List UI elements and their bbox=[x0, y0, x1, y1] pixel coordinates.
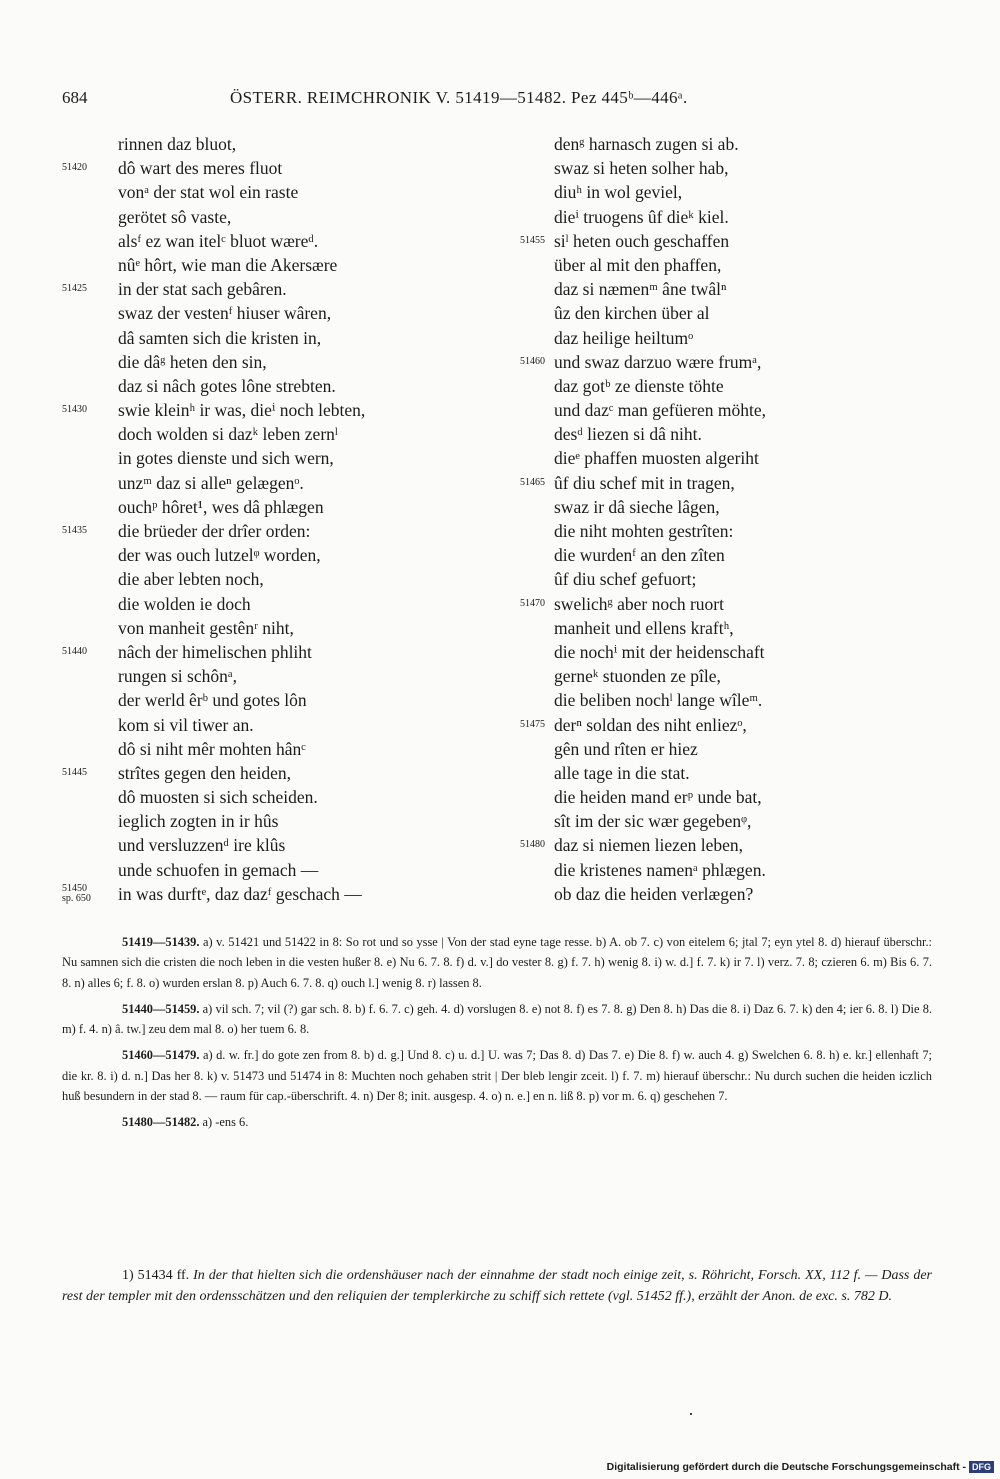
apparatus-entry bbox=[62, 999, 932, 1040]
verse-text: unde schuofen in gemach — bbox=[118, 859, 319, 880]
verse-text: ouchᵖ hôret¹, wes dâ phlægen bbox=[118, 496, 324, 517]
apparatus-range: 51480—51482. bbox=[122, 1115, 200, 1130]
verse-text: alsᶠ ez wan itelᶜ bluot wæreᵈ. bbox=[118, 230, 319, 251]
verse-line bbox=[520, 543, 940, 567]
verse-text: dâ samten sich die kristen in, bbox=[118, 327, 322, 348]
verse-line bbox=[62, 809, 482, 833]
apparatus-text: a) vil sch. 7; vil (?) gar sch. 8. b) f. 6. 7. c) geh. 4. d) vorslugen 8. e) not 8. f) es 7. 8. g) Den 8. h) Das die 8. i) Daz 6. 7. k) den 4; ier 6. 8. l) Die 8. m) f. 4. n) â. tw.] zeu dem mal 8. o) her tuem 6. 8. bbox=[62, 1001, 932, 1037]
verse-text: rungen si schônᵃ, bbox=[118, 666, 238, 687]
verse-line bbox=[520, 446, 940, 470]
apparatus-text: a) v. 51421 und 51422 in 8: So rot und so ysse | Von der stad eyne tage resse. b) A. ob 7. c) von eitelem 6; jtal 7; eyn ytel 8. d) hierauf überschr.: Nu samnen sich die cristen die noch leben in die vesten hußer 8. e) Nu 6. 7. 8. f) d. v.] do vester 8. g) f. 7. h) wenig 8. i) w. d.] f. 7. k) ir 7. l) verz. 7. 8; czieren 6. m) Bis 6. 7. 8. n) alles 6; f. 8. o) wurden erslan 8. p) Auch 6. 7. 8. q) ouch l.] wenig 8. r) lassen 8. bbox=[62, 935, 932, 990]
verse-text: die beliben nochˡ lange wîleᵐ. bbox=[554, 690, 763, 711]
verse-text: in der stat sach gebâren. bbox=[118, 279, 287, 300]
verse-text: der werld êrᵇ und gotes lôn bbox=[118, 690, 307, 711]
verse-line bbox=[520, 253, 940, 277]
verse-text: siˡ heten ouch geschaffen bbox=[554, 230, 730, 251]
verse-text: swie kleinʰ ir was, dieⁱ noch lebten, bbox=[118, 400, 366, 421]
footnote-text: In der that hielten sich die ordenshäuser nach der einnahme der stadt noch einige zeit, s. Röhricht, Forsch. XX, 112 f. — Dass der rest der templer mit den ordensschätzen und den reliquien der templerkirche zu schiff sich rettete (vgl. 51452 ff.), erzählt der Anon. de exc. s. 782 D. bbox=[62, 1268, 932, 1304]
verse-text: nûᵉ hôrt, wie man die Akersære bbox=[118, 254, 338, 275]
verse-line bbox=[520, 398, 940, 422]
verse-line bbox=[520, 858, 940, 882]
verse-text: gerötet sô vaste, bbox=[118, 206, 232, 227]
line-number: 51430 bbox=[62, 404, 87, 416]
verse-text: und swaz darzuo wære frumᵃ, bbox=[554, 351, 762, 372]
verse-text: dieⁱ truogens ûf dieᵏ kiel. bbox=[554, 206, 729, 227]
verse-text: dô muosten si sich scheiden. bbox=[118, 787, 318, 808]
verse-line bbox=[520, 156, 940, 180]
verse-text: nâch der himelischen phliht bbox=[118, 641, 312, 662]
verse-line bbox=[520, 519, 940, 543]
verse-line bbox=[520, 737, 940, 761]
verse-line bbox=[62, 833, 482, 857]
verse-text: die heiden mand erᵖ unde bat, bbox=[554, 787, 762, 808]
verse-line bbox=[62, 713, 482, 737]
left-verse-column bbox=[62, 132, 482, 906]
verse-line bbox=[62, 398, 482, 422]
verse-text: rinnen daz bluot, bbox=[118, 134, 237, 154]
verse-text: desᵈ liezen si dâ niht. bbox=[554, 424, 702, 445]
dfg-logo: DFG bbox=[969, 1461, 994, 1473]
verse-line bbox=[520, 205, 940, 229]
verse-line bbox=[520, 374, 940, 398]
verse-line bbox=[520, 688, 940, 712]
verse-line bbox=[62, 229, 482, 253]
verse-text: swaz der vestenᶠ hiuser wâren, bbox=[118, 303, 332, 324]
verse-line bbox=[520, 809, 940, 833]
verse-line bbox=[62, 446, 482, 470]
verse-text: ûf diu schef mit in tragen, bbox=[554, 472, 735, 493]
verse-line bbox=[520, 495, 940, 519]
verse-line bbox=[62, 495, 482, 519]
line-number: 51425 bbox=[62, 283, 87, 295]
verse-line bbox=[62, 737, 482, 761]
verse-text: in was durftᵉ, daz dazᶠ geschach — bbox=[118, 883, 362, 904]
verse-line bbox=[62, 301, 482, 325]
verse-line bbox=[62, 567, 482, 591]
verse-text: swaz si heten solher hab, bbox=[554, 158, 729, 179]
line-number: 51450 sp. 650 bbox=[62, 882, 91, 904]
footnotes bbox=[62, 1266, 932, 1307]
verse-line bbox=[62, 471, 482, 495]
verse-text: vonᵃ der stat wol ein raste bbox=[118, 182, 299, 203]
verse-line bbox=[520, 592, 940, 616]
verse-text: manheit und ellens kraftʰ, bbox=[554, 617, 734, 638]
apparatus-text: a) -ens 6. bbox=[199, 1115, 249, 1130]
verse-text: die brüeder der drîer orden: bbox=[118, 521, 311, 541]
verse-text: daz si næmenᵐ âne twâlⁿ bbox=[554, 279, 727, 300]
apparatus-range: 51440—51459. bbox=[122, 1001, 200, 1016]
apparatus-entry bbox=[62, 1045, 932, 1106]
line-number: 51475 bbox=[520, 718, 545, 730]
line-number: 51470 bbox=[520, 597, 545, 609]
critical-apparatus bbox=[62, 932, 932, 1139]
apparatus-entry bbox=[62, 932, 932, 993]
verse-line bbox=[62, 132, 482, 156]
verse-line bbox=[520, 567, 940, 591]
verse-line bbox=[520, 761, 940, 785]
apparatus-text: a) d. w. fr.] do gote zen from 8. b) d. g.] Und 8. c) u. d.] U. was 7; Das 8. d) Das 7. e) Die 8. f) w. auch 4. g) Swelchen 6. 8. h) e. kr.] ellenhaft 7; die kr. 8. i) d. n.] Das her 8. k) v. 51473 und 51474 in 8: Muchten noch gehaben strit | Der bleb lengir zceit. l) f. 7. m) hierauf überschr.: Nu durch suchen die heiden iczlich huß besundern in der stad 8. — raum für cap.-überschrift. 4. n) Der 8; init. ausgesp. 4. o) n. e.] en n. liß 8. p) vor m. 6. q) geschehen 7. bbox=[62, 1048, 932, 1104]
verse-text: derⁿ soldan des niht enliezᵒ, bbox=[554, 714, 747, 735]
line-number: 51460 bbox=[520, 355, 545, 367]
verse-line bbox=[62, 592, 482, 616]
verse-text: die wolden ie doch bbox=[118, 593, 251, 614]
verse-line bbox=[520, 833, 940, 857]
verse-text: und versluzzenᵈ ire klûs bbox=[118, 835, 286, 856]
line-number: 51440 bbox=[62, 645, 87, 657]
verse-line bbox=[62, 640, 482, 664]
verse-line bbox=[62, 422, 482, 446]
verse-text: swaz ir dâ sieche lâgen, bbox=[554, 496, 720, 517]
verse-line bbox=[62, 277, 482, 301]
page-header bbox=[62, 88, 942, 114]
verse-line bbox=[62, 205, 482, 229]
line-number: 51445 bbox=[62, 766, 87, 778]
apparatus-range: 51460—51479. bbox=[122, 1048, 200, 1063]
verse-line bbox=[520, 640, 940, 664]
verse-text: über al mit den phaffen, bbox=[554, 254, 722, 275]
verse-line bbox=[62, 616, 482, 640]
verse-text: die dâᵍ heten den sin, bbox=[118, 351, 267, 372]
verse-line bbox=[520, 277, 940, 301]
line-number: 51455 bbox=[520, 234, 545, 246]
verse-line bbox=[62, 761, 482, 785]
print-speck bbox=[690, 1413, 692, 1415]
verse-text: daz gotᵇ ze dienste töhte bbox=[554, 375, 724, 396]
verse-text: dô si niht mêr mohten hânᶜ bbox=[118, 738, 306, 759]
footer-text: Digitalisierung gefördert durch die Deutsche Forschungsgemeinschaft - bbox=[606, 1461, 966, 1473]
verse-line bbox=[520, 326, 940, 350]
verse-text: die wurdenᶠ an den zîten bbox=[554, 545, 725, 566]
verse-text: alle tage in die stat. bbox=[554, 762, 690, 783]
verse-line bbox=[62, 156, 482, 180]
line-number: 51465 bbox=[520, 476, 545, 488]
verse-text: ob daz die heiden verlægen? bbox=[554, 883, 754, 904]
verse-line bbox=[62, 688, 482, 712]
verse-line bbox=[520, 471, 940, 495]
verse-line bbox=[520, 713, 940, 737]
verse-line bbox=[62, 664, 482, 688]
verse-line bbox=[62, 180, 482, 204]
verse-text: die niht mohten gestrîten: bbox=[554, 521, 734, 541]
page-number: 684 bbox=[62, 88, 88, 107]
verse-line bbox=[520, 180, 940, 204]
verse-text: strîtes gegen den heiden, bbox=[118, 762, 292, 783]
dfg-footer bbox=[607, 1461, 994, 1473]
verse-text: dô wart des meres fluot bbox=[118, 158, 283, 179]
verse-text: daz si niemen liezen leben, bbox=[554, 835, 744, 856]
verse-line bbox=[62, 543, 482, 567]
verse-text: die nochⁱ mit der heidenschaft bbox=[554, 641, 765, 662]
verse-text: diuʰ in wol geviel, bbox=[554, 182, 683, 203]
verse-line bbox=[520, 785, 940, 809]
verse-line bbox=[62, 519, 482, 543]
verse-text: doch wolden si dazᵏ leben zernˡ bbox=[118, 424, 338, 445]
verse-text: und dazᶜ man gefüeren möhte, bbox=[554, 400, 766, 421]
verse-text: unzᵐ daz si alleⁿ gelægenᵒ. bbox=[118, 472, 304, 493]
verse-line bbox=[62, 326, 482, 350]
verse-line bbox=[62, 785, 482, 809]
verse-text: kom si vil tiwer an. bbox=[118, 714, 254, 735]
verse-line bbox=[62, 882, 482, 906]
verse-text: der was ouch lutzelᵠ worden, bbox=[118, 545, 321, 566]
verse-line bbox=[62, 374, 482, 398]
footnote bbox=[62, 1266, 932, 1307]
verse-text: dieᵉ phaffen muosten algeriht bbox=[554, 448, 759, 469]
verse-line bbox=[62, 253, 482, 277]
verse-line bbox=[520, 664, 940, 688]
verse-text: ûz den kirchen über al bbox=[554, 303, 710, 324]
verse-line bbox=[520, 422, 940, 446]
verse-text: daz heilige heiltumᵒ bbox=[554, 327, 694, 348]
verse-text: die kristenes namenᵃ phlægen. bbox=[554, 859, 766, 880]
verse-text: sît im der sic wær gegebenᵠ, bbox=[554, 811, 752, 832]
verse-line bbox=[520, 882, 940, 906]
apparatus-range: 51419—51439. bbox=[122, 935, 200, 949]
verse-text: in gotes dienste und sich wern, bbox=[118, 448, 334, 469]
verse-text: gên und rîten er hiez bbox=[554, 738, 698, 759]
verse-text: ûf diu schef gefuort; bbox=[554, 569, 697, 590]
verse-text: von manheit gestênʳ niht, bbox=[118, 617, 294, 638]
verse-line bbox=[62, 350, 482, 374]
verse-line bbox=[520, 229, 940, 253]
verse-line bbox=[520, 616, 940, 640]
right-verse-column bbox=[520, 132, 940, 906]
verse-text: die aber lebten noch, bbox=[118, 569, 264, 590]
verse-text: daz si nâch gotes lône strebten. bbox=[118, 375, 336, 396]
verse-line bbox=[520, 301, 940, 325]
verse-text: gerneᵏ stuonden ze pîle, bbox=[554, 666, 721, 687]
verse-line bbox=[62, 858, 482, 882]
line-number: 51420 bbox=[62, 162, 87, 174]
verse-text: denᵍ harnasch zugen si ab. bbox=[554, 134, 739, 154]
verse-line bbox=[520, 350, 940, 374]
verse-text: ieglich zogten in ir hûs bbox=[118, 811, 279, 832]
verse-text: swelichᵍ aber noch ruort bbox=[554, 593, 724, 614]
footnote-number: 1) 51434 ff. bbox=[122, 1268, 190, 1283]
verse-line bbox=[520, 132, 940, 156]
apparatus-entry bbox=[62, 1112, 932, 1132]
line-number: 51435 bbox=[62, 525, 87, 536]
line-number: 51480 bbox=[520, 839, 545, 851]
running-title: ÖSTERR. REIMCHRONIK V. 51419—51482. Pez 445ᵇ—446ᵃ. bbox=[230, 88, 688, 107]
